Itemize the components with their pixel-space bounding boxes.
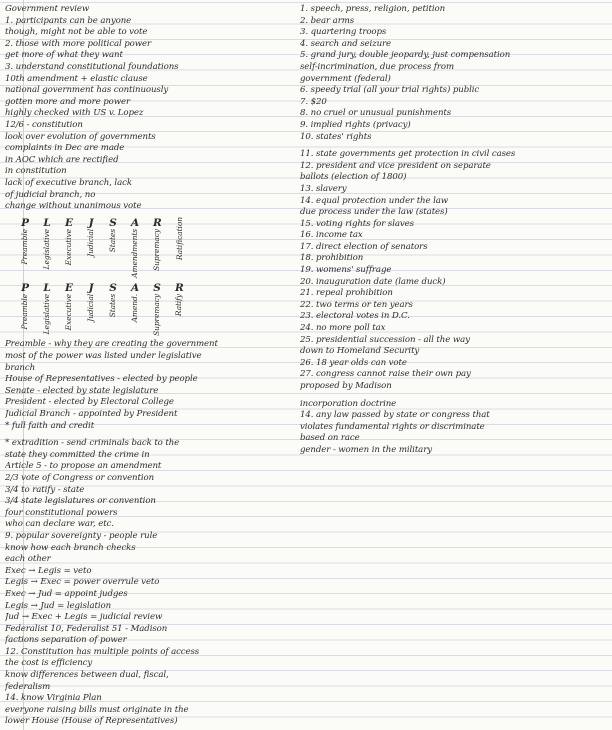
note-line: 5. grand jury, double jeopardy, just compensation — [300, 50, 511, 61]
note-line: 22. two terms or ten years — [300, 299, 413, 310]
left-notes-2 — [5, 339, 297, 728]
note-line: 8. no cruel or unusual punishments — [300, 108, 452, 119]
acronym-cap: P — [21, 281, 29, 294]
acronym-letter — [175, 282, 184, 336]
acronym-cap: L — [43, 216, 51, 229]
acronym-letter — [21, 282, 29, 336]
note-line: 9. popular sovereignty - people rule — [5, 530, 158, 541]
acronym-cap: S — [109, 216, 117, 229]
note-line: lack of executive branch, lack — [5, 177, 132, 188]
acronym-word: Legislative — [42, 228, 51, 270]
note-line: gotten more and more power — [5, 96, 130, 107]
note-line: 20. inauguration date (lame duck) — [300, 276, 446, 287]
note-line: Article 5 - to propose an amendment — [5, 461, 162, 472]
acronym-word: Supremacy — [152, 293, 162, 336]
acronym-cap: E — [65, 281, 73, 294]
acronym-letter — [176, 217, 184, 278]
acronym-cap: S — [109, 281, 117, 294]
note-line: know how each branch checks — [5, 542, 136, 553]
acronym-cap: E — [65, 216, 73, 229]
acronym-letter — [153, 217, 162, 278]
note-line: 27. congress cannot raise their own pay — [300, 369, 471, 380]
note-line: lower House (House of Representatives) — [5, 716, 178, 727]
note-line: 15. voting rights for slaves — [300, 218, 414, 229]
note-line: 23. electoral votes in D.C. — [300, 311, 410, 322]
note-line: 14. know Virginia Plan — [5, 693, 102, 704]
note-line: down to Homeland Security — [300, 346, 420, 357]
note-line: Legis → Jud = legislation — [5, 600, 112, 611]
note-line: 13. slavery — [300, 183, 347, 194]
note-line: everyone raising bills must originate in the — [5, 704, 189, 715]
acronym-cap: R — [175, 281, 184, 294]
acronym-letter — [87, 217, 95, 278]
acronym-word: Amendments — [130, 228, 140, 278]
acronym-letter — [65, 217, 73, 278]
acronym-word: Ratify — [174, 293, 184, 316]
acronym-word: Preamble — [20, 293, 29, 330]
acronym-word: Judicial — [86, 228, 95, 257]
note-line: federalism — [5, 681, 51, 692]
note-line: Senate - elected by state legislature — [5, 385, 159, 396]
note-line: in constitution — [5, 166, 67, 177]
note-line: President - elected by Electoral College — [5, 397, 174, 408]
acronym-cap: P — [21, 216, 29, 229]
note-line: 16. income tax — [300, 230, 363, 241]
acronym-cap: J — [88, 281, 94, 294]
note-line: national government has continuously — [5, 85, 169, 96]
note-line: the cost is efficiency — [5, 658, 93, 669]
note-line: 21. repeal prohibition — [300, 288, 393, 299]
note-line: four constitutional powers — [5, 507, 118, 518]
acronym-cap: A — [131, 216, 140, 229]
note-line: Jud → Exec + Legis = judicial review — [5, 612, 163, 623]
note-line: 25. presidential succession - all the way — [300, 334, 470, 345]
acronym-letter — [21, 217, 29, 278]
note-line: House of Representatives - elected by people — [5, 374, 198, 385]
note-line: Federalist 10, Federalist 51 - Madison — [5, 623, 168, 634]
acronym-letter — [65, 282, 73, 336]
note-line: based on race — [300, 433, 360, 444]
note-line: 3/4 state legislatures or convention — [5, 496, 156, 507]
note-line: 6. speedy trial (all your trial rights) public — [300, 85, 480, 96]
left-column — [5, 4, 297, 728]
note-line: 11. state governments get protection in civil cases — [300, 149, 516, 160]
acronym-letter — [87, 282, 95, 336]
acronym-word: Judicial — [86, 293, 95, 322]
note-line: proposed by Madison — [300, 381, 392, 391]
acronym-letter — [109, 217, 117, 278]
note-line: though, might not be able to vote — [5, 27, 148, 38]
note-line: complaints in Dec are made — [5, 143, 125, 154]
note-line: who can declare war, etc. — [5, 519, 114, 530]
amendments-list — [300, 4, 608, 457]
note-line: due process under the law (states) — [300, 207, 448, 218]
note-line: Judicial Branch - appointed by President — [5, 409, 178, 420]
note-line: each other — [5, 554, 51, 565]
note-line: Exec → Jud = appoint judges — [5, 588, 128, 599]
note-line: 19. womens' suffrage — [300, 265, 392, 276]
acronym-word: Preamble — [20, 228, 29, 265]
note-line: 26. 18 year olds can vote — [300, 357, 407, 368]
note-line: * full faith and credit — [5, 420, 95, 431]
note-line: 3. quartering troops — [300, 27, 387, 38]
note-line: * extradition - send criminals back to the — [5, 438, 180, 449]
left-notes-1 — [5, 16, 297, 213]
note-line: in AOC which are rectified — [5, 154, 119, 165]
note-line: incorporation doctrine — [300, 398, 397, 409]
note-line: 1. speech, press, religion, petition — [300, 4, 446, 14]
note-line: 3/4 to ratify - state — [5, 484, 85, 495]
note-line: 24. no more poll tax — [300, 323, 386, 334]
note-line: 14. any law passed by state or congress that — [300, 410, 490, 421]
acronym-cap: L — [43, 281, 51, 294]
acronym-letter — [43, 282, 51, 336]
acronym-word: Legislative — [42, 293, 51, 334]
note-line: 7. $20 — [300, 96, 327, 107]
note-line: get more of what they want — [5, 50, 123, 61]
acronym-word: Supremacy — [152, 228, 162, 271]
note-line: 3. understand constitutional foundations — [5, 61, 179, 72]
note-line: ballots (election of 1800) — [300, 172, 407, 183]
acronym-word: States — [108, 228, 117, 253]
acronym-cap: R — [153, 216, 162, 229]
right-column — [300, 4, 608, 457]
acronym-letter — [131, 217, 139, 278]
page-title: Government review — [5, 4, 90, 14]
note-line: violates fundamental rights or discriminate — [300, 421, 485, 432]
note-line: know differences between dual, fiscal, — [5, 670, 169, 681]
ploasar-grid-1 — [5, 217, 297, 278]
note-line: of judicial branch, no — [5, 189, 96, 200]
acronym-word: Executive — [64, 293, 73, 330]
note-line: 9. implied rights (privacy) — [300, 119, 411, 130]
acronym-letter — [109, 282, 117, 336]
acronym-word: States — [108, 293, 117, 317]
note-line: highly checked with US v. Lopez — [5, 108, 144, 119]
note-line: state they committed the crime in — [5, 449, 150, 460]
note-line: self-incrimination, due process from — [300, 61, 455, 72]
note-line: 1. participants can be anyone — [5, 15, 132, 26]
note-line: gender - women in the military — [300, 444, 432, 455]
acronym-cap: J — [88, 216, 94, 229]
note-line: government (federal) — [300, 73, 391, 84]
note-line: 2. bear arms — [300, 15, 355, 26]
note-line: 2/3 vote of Congress or convention — [5, 472, 155, 483]
note-line: 12. Constitution has multiple points of access — [5, 646, 200, 657]
acronym-cap: A — [131, 281, 140, 294]
acronym-letter — [43, 217, 51, 278]
note-line: Legis → Exec = power overrule veto — [5, 577, 160, 588]
note-line: most of the power was listed under legislative — [5, 351, 202, 362]
note-line: 12. president and vice president on separate — [300, 160, 491, 171]
acronym-letter — [153, 282, 161, 336]
note-line: Exec → Legis = veto — [5, 565, 92, 576]
note-line: 10th amendment + elastic clause — [5, 73, 148, 84]
note-line: branch — [5, 362, 36, 373]
ploasar-grid-2 — [5, 282, 297, 336]
note-line: 18. prohibition — [300, 253, 364, 264]
acronym-letter — [131, 282, 139, 336]
note-line: 2. those with more political power — [5, 38, 152, 49]
note-line: Preamble - why they are creating the government — [5, 339, 218, 350]
note-line: look over evolution of governments — [5, 131, 156, 142]
acronym-word: Executive — [64, 228, 73, 266]
note-line: 14. equal protection under the law — [300, 195, 449, 206]
note-line: 10. states' rights — [300, 131, 372, 142]
acronym-word: Amend. — [130, 293, 140, 322]
note-line: 12/6 - constitution — [5, 119, 83, 130]
acronym-word: Ratification — [174, 216, 184, 260]
note-line: factions separation of power — [5, 635, 127, 646]
note-line: 4. search and seizure — [300, 38, 392, 49]
note-line: change without unanimous vote — [5, 201, 142, 212]
acronym-cap: S — [153, 281, 161, 294]
note-line: 17. direct election of senators — [300, 241, 428, 252]
